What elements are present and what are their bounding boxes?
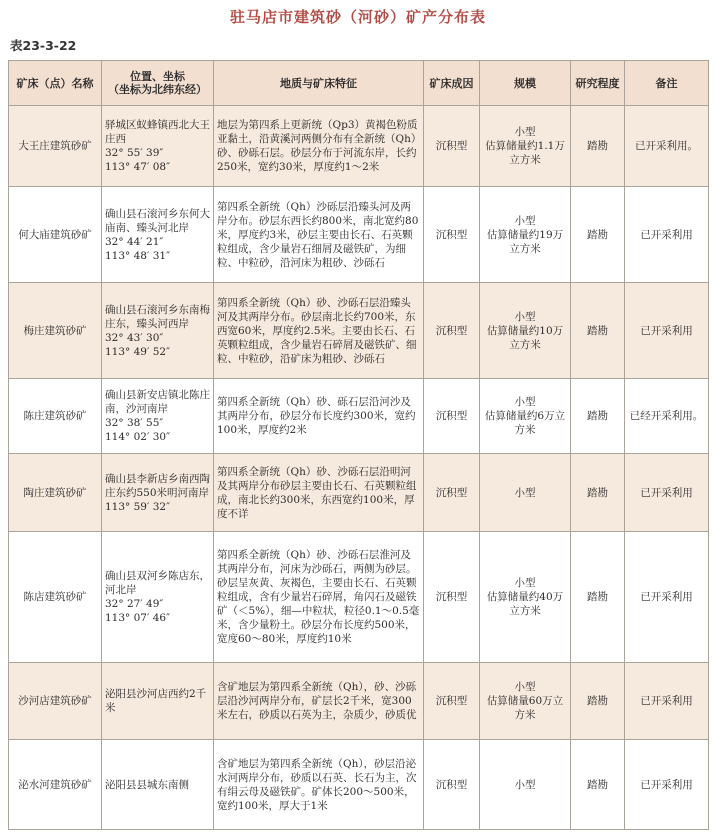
cell-scale [480,379,571,454]
header-location [102,61,214,106]
cell-geology [214,532,424,663]
cell-name [9,532,102,663]
cell-genesis-text: 沉积型 [435,591,468,603]
cell-study [571,187,625,283]
cell-note [625,663,709,740]
cell-scale-text: 小型 估算储量约6万立方米 [484,396,566,436]
cell-genesis-text: 沉积型 [435,410,468,422]
cell-study [571,106,625,187]
cell-name [9,187,102,283]
header-name: 矿床（点）名称 [9,61,102,106]
cell-study [571,663,625,740]
cell-study [571,379,625,454]
cell-scale [480,187,571,283]
cell-note [625,532,709,663]
cell-name-text: 陈庄建筑砂矿 [23,410,87,422]
cell-genesis [424,187,480,283]
cell-scale-text: 小型 估算储量60万立方米 [486,681,564,721]
cell-genesis [424,532,480,663]
cell-location [102,663,214,740]
table-number: 表23-3-22 [10,38,77,53]
cell-study-text: 踏勘 [587,695,608,707]
table-row [9,379,709,454]
cell-genesis [424,454,480,532]
cell-location [102,454,214,532]
cell-genesis [424,740,480,830]
table-row [9,187,709,283]
cell-study-text: 踏勘 [587,591,608,603]
cell-note-text: 已经开采利用。 [629,410,704,422]
cell-note-text: 已开采利用 [640,324,693,337]
cell-scale-text: 小型 [514,778,536,791]
cell-study-text: 踏勘 [587,410,608,422]
cell-name-text: 何大庙建筑砂矿 [18,228,92,241]
cell-name [9,379,102,454]
cell-genesis-text: 沉积型 [435,778,468,791]
cell-name-text: 梅庄建筑砂矿 [23,324,87,337]
cell-study [571,454,625,532]
header-geology: 地质与矿床特征 [214,61,424,106]
cell-note-text: 已开采利用 [640,228,693,241]
cell-scale [480,663,571,740]
cell-name-text: 大王庄建筑砂矿 [18,140,92,152]
cell-geology-text: 含矿地层为第四系全新统（Qh），砂、沙砾层沿沙河两岸分布，矿层长2千米，宽300米左右，砂质以石英为主，杂质少，砂质优 [217,681,417,721]
cell-geology [214,106,424,187]
cell-scale-text: 小型 估算储量约40万立方米 [486,577,564,617]
cell-geology-text: 第四系全新统（Qh）砂、砾石层沿河沙及其两岸分布，砂层分布长度约300米，宽约100米，厚度约2米 [217,396,416,436]
cell-note [625,454,709,532]
cell-location-text: 确山县石滚河乡东南梅庄东，臻头河西岸 32° 43′ 30″ 113° 49′ 52″ [105,303,210,358]
table-row [9,740,709,830]
cell-name [9,106,102,187]
cell-geology [214,663,424,740]
cell-geology-text: 含矿地层为第四系全新统（Qh），砂层沿泌水河两岸分布，砂质以石英、长石为主，次有绢云母及磁铁矿。矿体长200～500米，宽约100米，厚大于1米 [217,757,417,812]
cell-study-text: 踏勘 [587,486,608,499]
cell-study [571,283,625,379]
cell-note [625,283,709,379]
cell-location-text: 确山县李新店乡南西陶庄东约550米明河南岸 113° 59′ 32″ [105,472,210,513]
cell-name [9,283,102,379]
cell-location [102,532,214,663]
cell-name-text: 陈店建筑砂矿 [23,591,87,603]
header-note: 备注 [625,61,709,106]
cell-name-text: 沙河店建筑砂矿 [18,695,92,707]
cell-geology-text: 地层为第四系上更新统（Qp3）黄褐色粉质亚黏土，沿黄溪河两侧分布有全新统（Qh）砂、砂砾石层。砂层分布于河流东岸，长约250米，宽约30米，厚度约1～2米 [217,119,418,173]
cell-name-text: 泌水河建筑砂矿 [18,778,92,791]
cell-location-text: 驿城区蚁蜂镇西北大王庄西 32° 55′ 39″ 113° 47′ 08″ [105,119,210,173]
cell-note [625,379,709,454]
cell-genesis-text: 沉积型 [435,695,468,707]
cell-location-text: 泌阳县沙河店西约2千米 [105,688,207,714]
cell-name [9,740,102,830]
header-study: 研究程度 [571,61,625,106]
cell-location-text: 泌阳县县城东南侧 [105,778,189,791]
cell-genesis-text: 沉积型 [435,324,468,337]
cell-location [102,379,214,454]
cell-scale [480,106,571,187]
cell-study [571,740,625,830]
cell-study-text: 踏勘 [587,324,608,337]
cell-location [102,740,214,830]
cell-note [625,740,709,830]
cell-geology [214,740,424,830]
cell-note [625,187,709,283]
cell-geology-text: 第四系全新统（Qh）沙砾层沿臻头河及两岸分布。砂层东西长约800米，南北宽约80米，厚度约3米，砂层主要由长石、石英颗粒组成，含少量岩石细屑及磁铁矿，为细粒、中粒砂，沿河床为粗砂、沙砾石 [217,200,419,269]
cell-geology [214,454,424,532]
header-scale: 规模 [480,61,571,106]
cell-geology-text: 第四系全新统（Qh）砂、沙砾石层沿臻头河及其两岸分布。砂层南北长约700米，东西宽60米，厚度约2.5米。主要由长石、石英颗粒组成，含少量岩石碎屑及磁铁矿、细粒、中粒砂，沿矿床为粗砂、沙砾石 [217,296,417,365]
cell-genesis-text: 沉积型 [435,140,468,152]
cell-scale [480,454,571,532]
header-genesis: 矿床成因 [424,61,480,106]
cell-location-text: 确山县双河乡陈店东，河北岸 32° 27′ 49″ 113° 07′ 46″ [105,570,210,624]
cell-geology [214,379,424,454]
table-row [9,106,709,187]
cell-name [9,663,102,740]
cell-location-text: 确山县新安店镇北陈庄南，沙河南岸 32° 38′ 55″ 114° 02′ 30″ [105,389,210,443]
cell-note-text: 已开采利用 [640,591,693,603]
cell-name [9,454,102,532]
cell-genesis-text: 沉积型 [435,228,468,241]
cell-note-text: 已开采利用 [640,486,693,499]
cell-scale [480,532,571,663]
cell-scale-text: 小型 估算储量约10万立方米 [486,310,564,351]
cell-genesis-text: 沉积型 [435,486,468,499]
cell-location [102,106,214,187]
cell-genesis [424,283,480,379]
cell-genesis [424,663,480,740]
cell-study-text: 踏勘 [587,228,608,241]
cell-note-text: 已开采利用 [640,695,693,707]
cell-study-text: 踏勘 [587,778,608,791]
cell-geology-text: 第四系全新统（Qh）砂、沙砾石层沿明河及其两岸分布砂层主要由长石、石英颗粒组成，南北长约300米，东西宽约100米，厚度不详 [217,465,417,520]
cell-note-text: 已开采利用。 [635,140,698,152]
cell-note [625,106,709,187]
header-location-text: 位置、坐标 （坐标为北纬东经） [108,70,207,96]
cell-genesis [424,379,480,454]
table-header-row [9,61,709,106]
table-row [9,663,709,740]
cell-location-text: 确山县石滚河乡东何大庙南、臻头河北岸 32° 44′ 21″ 113° 48′ 31″ [105,207,210,262]
cell-study-text: 踏勘 [587,140,608,152]
cell-scale-text: 小型 估算储量约1.1万立方米 [485,126,565,166]
cell-study [571,532,625,663]
cell-scale-text: 小型 [514,486,536,499]
table-row [9,532,709,663]
cell-name-text: 陶庄建筑砂矿 [23,486,87,499]
cell-scale [480,740,571,830]
cell-geology-text: 第四系全新统（Qh）砂、沙砾石层淮河及其两岸分布，河床为沙砾石，两侧为砂层。砂层呈灰黄、灰褐色，主要由长石、石英颗粒组成，含有少量岩石碎屑，角闪石及磁铁矿（＜5%），细—中粒状，粒径0.1～0.5毫米，含少量粉土。砂层分布长度约500米，宽度60～80米，厚度约10米 [217,549,420,645]
table-row [9,283,709,379]
table-row [9,454,709,532]
cell-scale-text: 小型 估算储量约19万立方米 [486,214,564,255]
cell-geology [214,187,424,283]
cell-note-text: 已开采利用 [640,778,693,791]
cell-location [102,283,214,379]
cell-geology [214,283,424,379]
cell-scale [480,283,571,379]
cell-location [102,187,214,283]
cell-genesis [424,106,480,187]
deposit-table [8,60,709,830]
page-title: 驻马店市建筑砂（河砂）矿产分布表 [229,8,486,26]
